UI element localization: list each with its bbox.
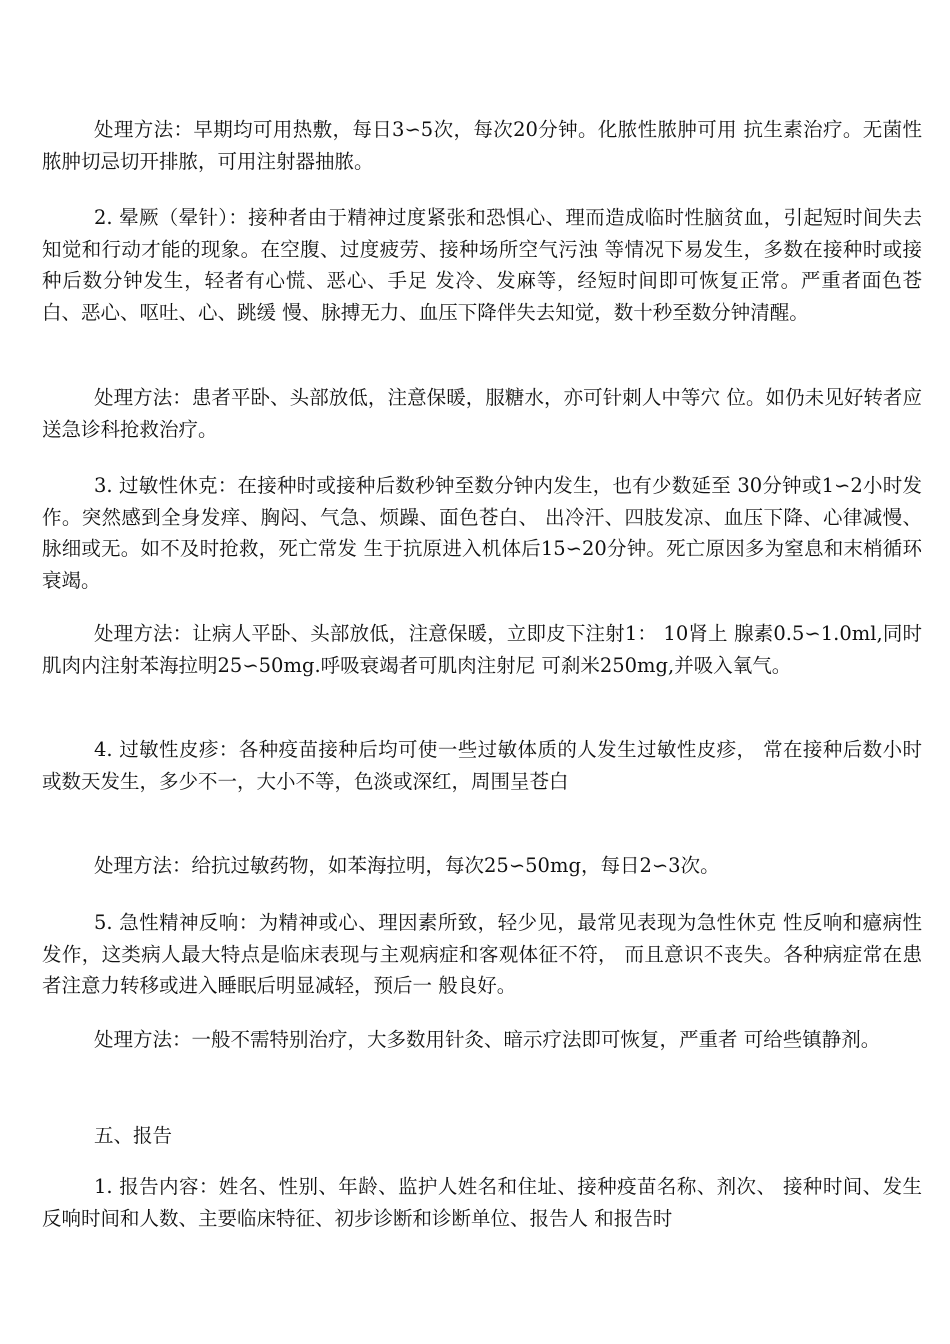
paragraph-report-content: 1. 报告内容：姓名、性别、年龄、监护人姓名和住址、接种疫苗名称、剂次、 接种时间、发生反响时间和人数、主要临床特征、初步诊断和诊断单位、报告人 和报告时 bbox=[42, 1175, 922, 1230]
paragraph-treatment-rash: 处理方法：给抗过敏药物，如苯海拉明，每次25∽50mg，每日2∽3次。 bbox=[94, 854, 720, 877]
section-heading-report: 五、报告 bbox=[94, 1124, 173, 1147]
paragraph-anaphylactic-shock: 3. 过敏性休克：在接种时或接种后数秒钟至数分钟内发生，也有少数延至 30分钟或1∽2小时发作。突然感到全身发痒、胸闷、气急、烦躁、面色苍白、 出冷汗、四肢发凉、血压下降、心律减慢、脉细或无。如不及时抢救，死亡常发 生于抗原进入机体后15∽20分钟。死亡原因多为窒息和末梢循环衰竭。 bbox=[42, 474, 922, 592]
paragraph-treatment-mental-reaction: 处理方法：一般不需特别治疗，大多数用针灸、暗示疗法即可恢复，严重者 可给些镇静剂。 bbox=[94, 1028, 881, 1051]
paragraph-syncope: 2. 晕厥（晕针）：接种者由于精神过度紧张和恐惧心、理而造成临时性脑贫血，引起短时间失去知觉和行动才能的现象。在空腹、过度疲劳、接种场所空气污浊 等情况下易发生，多数在接种时或接种后数分钟发生，轻者有心慌、恶心、手足 发冷、发麻等，经短时间即可恢复正常。严重者面色苍白、恶心、呕吐、心、跳缓 慢、脉搏无力、血压下降伴失去知觉，数十秒至数分钟清醒。 bbox=[42, 206, 922, 324]
paragraph-treatment-syncope: 处理方法：患者平卧、头部放低，注意保暖，服糖水，亦可针刺人中等穴 位。如仍未见好转者应送急诊科抢救治疗。 bbox=[42, 386, 922, 441]
paragraph-allergic-rash: 4. 过敏性皮疹：各种疫苗接种后均可使一些过敏体质的人发生过敏性皮疹， 常在接种后数小时或数天发生，多少不一，大小不等，色淡或深红，周围呈苍白 bbox=[42, 738, 922, 793]
paragraph-treatment-shock: 处理方法：让病人平卧、头部放低，注意保暖，立即皮下注射1： 10肾上 腺素0.5∽1.0ml,同时肌肉内注射苯海拉明25∽50mg.呼吸衰竭者可肌肉注射尼 可刹米250mg,并吸入氧气。 bbox=[42, 622, 922, 677]
paragraph-treatment-abscess: 处理方法：早期均可用热敷，每日3∽5次，每次20分钟。化脓性脓肿可用 抗生素治疗。无菌性脓肿切忌切开排脓，可用注射器抽脓。 bbox=[42, 118, 922, 173]
paragraph-acute-mental-reaction: 5. 急性精神反响：为精神或心、理因素所致，轻少见，最常见表现为急性休克 性反响和癔病性发作，这类病人最大特点是临床表现与主观病症和客观体征不符， 而且意识不丧失。各种病症常在患者注意力转移或进入睡眠后明显减轻，预后一 般良好。 bbox=[42, 911, 922, 997]
